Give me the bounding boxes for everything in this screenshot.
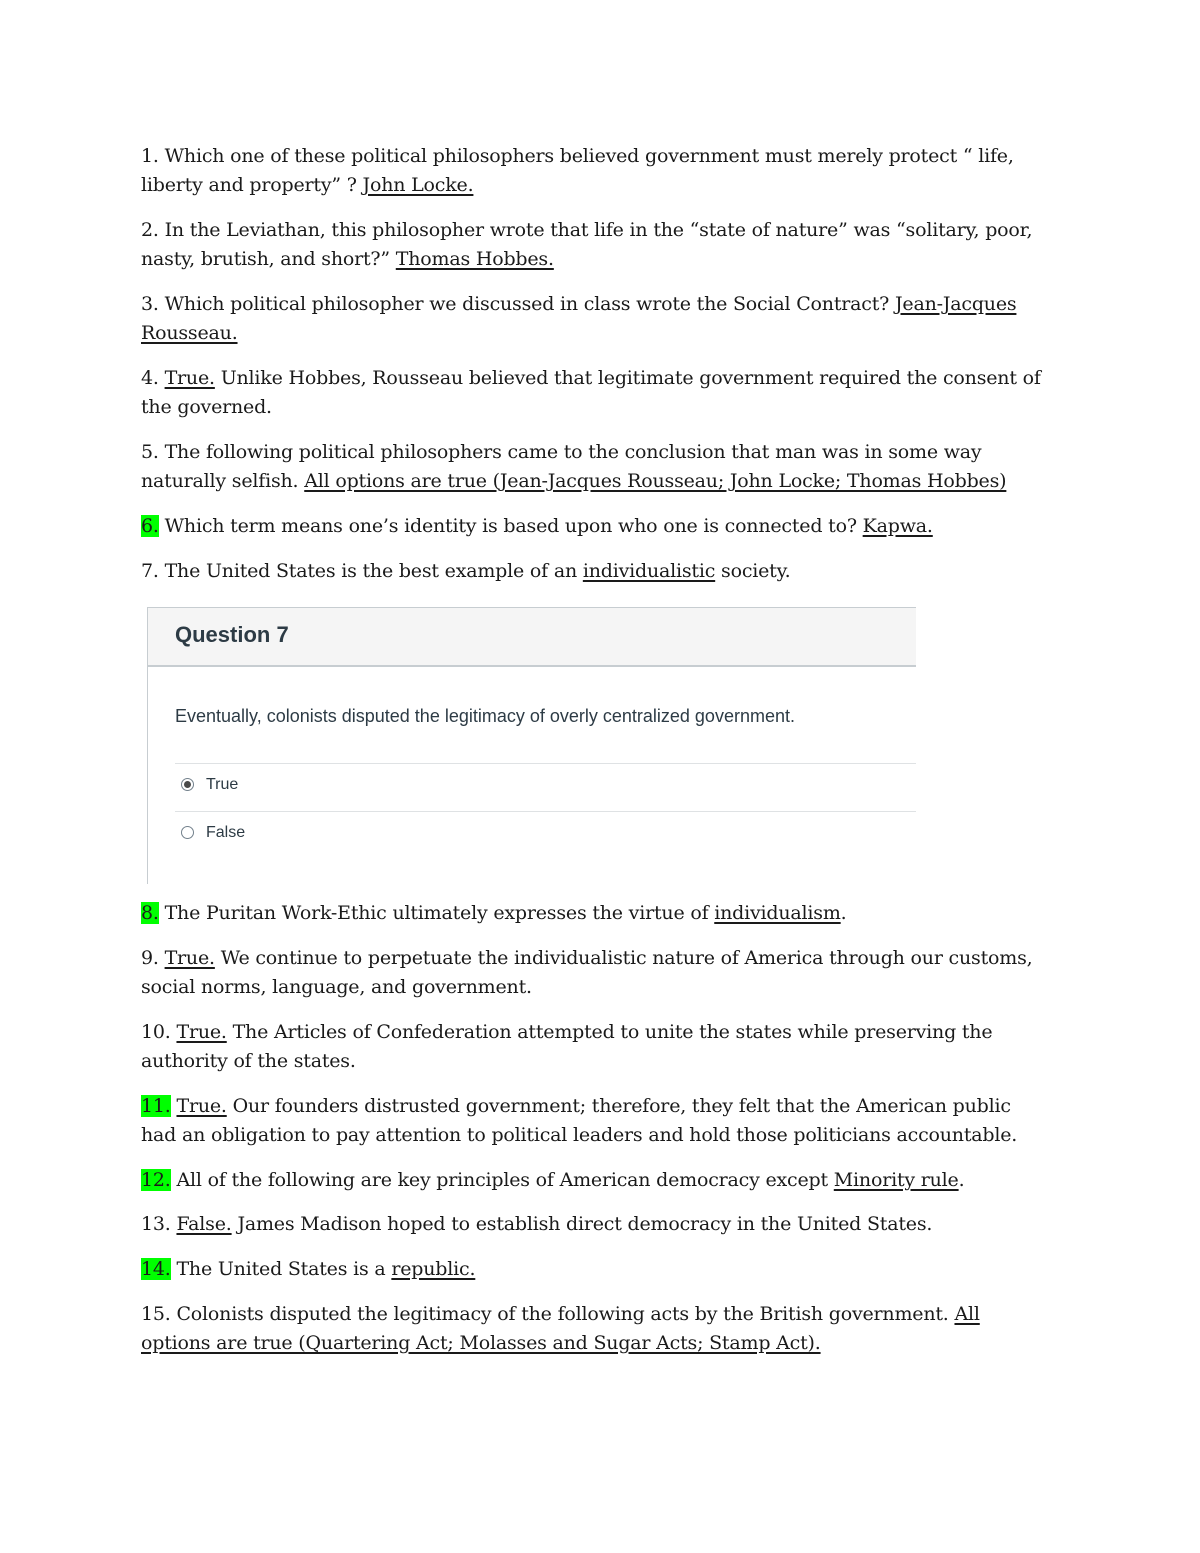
divider [175,811,916,812]
question-8: 8. The Puritan Work-Ethic ultimately expresses the virtue of individualism. [141,902,847,924]
question-text: We continue to perpetuate the individualistic nature of America through our customs, social norms, language, and government. [141,947,1033,998]
question-text: Unlike Hobbes, Rousseau believed that legitimate government required the consent of the governed. [141,367,1041,418]
question-number: 2. [141,219,159,241]
quiz-question-text: Eventually, colonists disputed the legitimacy of overly centralized government. [175,706,795,726]
question-text: Our founders distrusted government; therefore, they felt that the American public had an obligation to pay attention to political leaders and hold those politicians accountable. [141,1095,1018,1146]
question-text: All of the following are key principles of American democracy except [170,1169,834,1191]
answer: Minority rule [833,1169,959,1191]
question-7: 7. The United States is the best example of an individualistic society. [141,560,791,582]
question-text: James Madison hoped to establish direct democracy in the United States. [231,1213,933,1235]
question-number-highlighted: 14. [141,1258,171,1280]
question-text: In the Leviathan, this philosopher wrote that life in the “state of nature” was “solitary, poor, nasty, brutish, and short?” [141,219,1033,270]
option-label: True [206,776,239,793]
question-number-highlighted: 11. [141,1095,171,1117]
question-number: 9. [141,947,159,969]
question-text: The Articles of Confederation attempted to unite the states while preserving the authority of the states. [141,1021,993,1072]
question-14 [141,1255,1051,1284]
option-label: False [206,824,246,841]
quiz-title: Question 7 [175,622,289,647]
question-number: 3. [141,293,159,315]
answer: False. [176,1213,232,1235]
answer: All options are true (Jean-Jacques Rousseau; John Locke; Thomas Hobbes) [304,470,1007,492]
answer: John Locke. [362,174,474,196]
answer: republic. [391,1258,476,1280]
question-text: Which one of these political philosophers believed government must merely protect “ life, liberty and property” ? [141,145,1014,196]
question-3 [141,290,1051,348]
answer: Thomas Hobbes. [395,248,554,270]
question-number-highlighted: 8. [141,902,159,924]
question-9 [141,944,1051,1002]
question-number: 1. [141,145,159,167]
question-2 [141,216,1051,274]
answer: individualistic [582,560,716,582]
radio-unselected-icon[interactable] [181,826,194,839]
quiz-header [148,608,916,667]
question-6 [141,512,1051,541]
question-number: 15. [141,1303,171,1325]
answer: Kapwa. [862,515,933,537]
question-text: Which political philosopher we discussed in class wrote the Social Contract? [158,293,895,315]
question-text: Colonists disputed the legitimacy of the following acts by the British government. [170,1303,955,1325]
question-4 [141,364,1051,422]
question-number: 4. [141,367,159,389]
question-text: The United States is the best example of an [158,560,583,582]
question-number-highlighted: 6. [141,515,159,537]
question-number-highlighted: 12. [141,1169,171,1191]
answer: True. [176,1021,227,1043]
question-1 [141,142,1051,200]
radio-selected-icon[interactable] [181,778,194,791]
question-number: 7. [141,560,159,582]
question-number: 10. [141,1021,171,1043]
question-15 [141,1300,1051,1358]
answer: All options are true (Quartering Act; Molasses and Sugar Acts; Stamp Act). [141,1303,980,1354]
question-5 [141,438,1051,496]
question-text: Which term means one’s identity is based upon who one is connected to? [158,515,863,537]
question-12: 12. All of the following are key principles of American democracy except Minority rule. [141,1169,965,1191]
question-number: 13. [141,1213,171,1235]
question-text: The United States is a [170,1258,392,1280]
answer: True. [176,1095,227,1117]
question-11 [141,1092,1051,1150]
question-13 [141,1210,1051,1239]
quiz-screenshot [147,607,916,884]
question-number: 5. [141,441,159,463]
answer: True. [164,947,215,969]
answer: True. [164,367,215,389]
question-text: The Puritan Work-Ethic ultimately expresses the virtue of [158,902,715,924]
divider [175,763,916,764]
answer: individualism [714,902,841,924]
question-text: The following political philosophers came to the conclusion that man was in some way naturally selfish. [141,441,982,492]
answer: Jean-Jacques Rousseau. [141,293,1017,344]
question-10 [141,1018,1051,1076]
